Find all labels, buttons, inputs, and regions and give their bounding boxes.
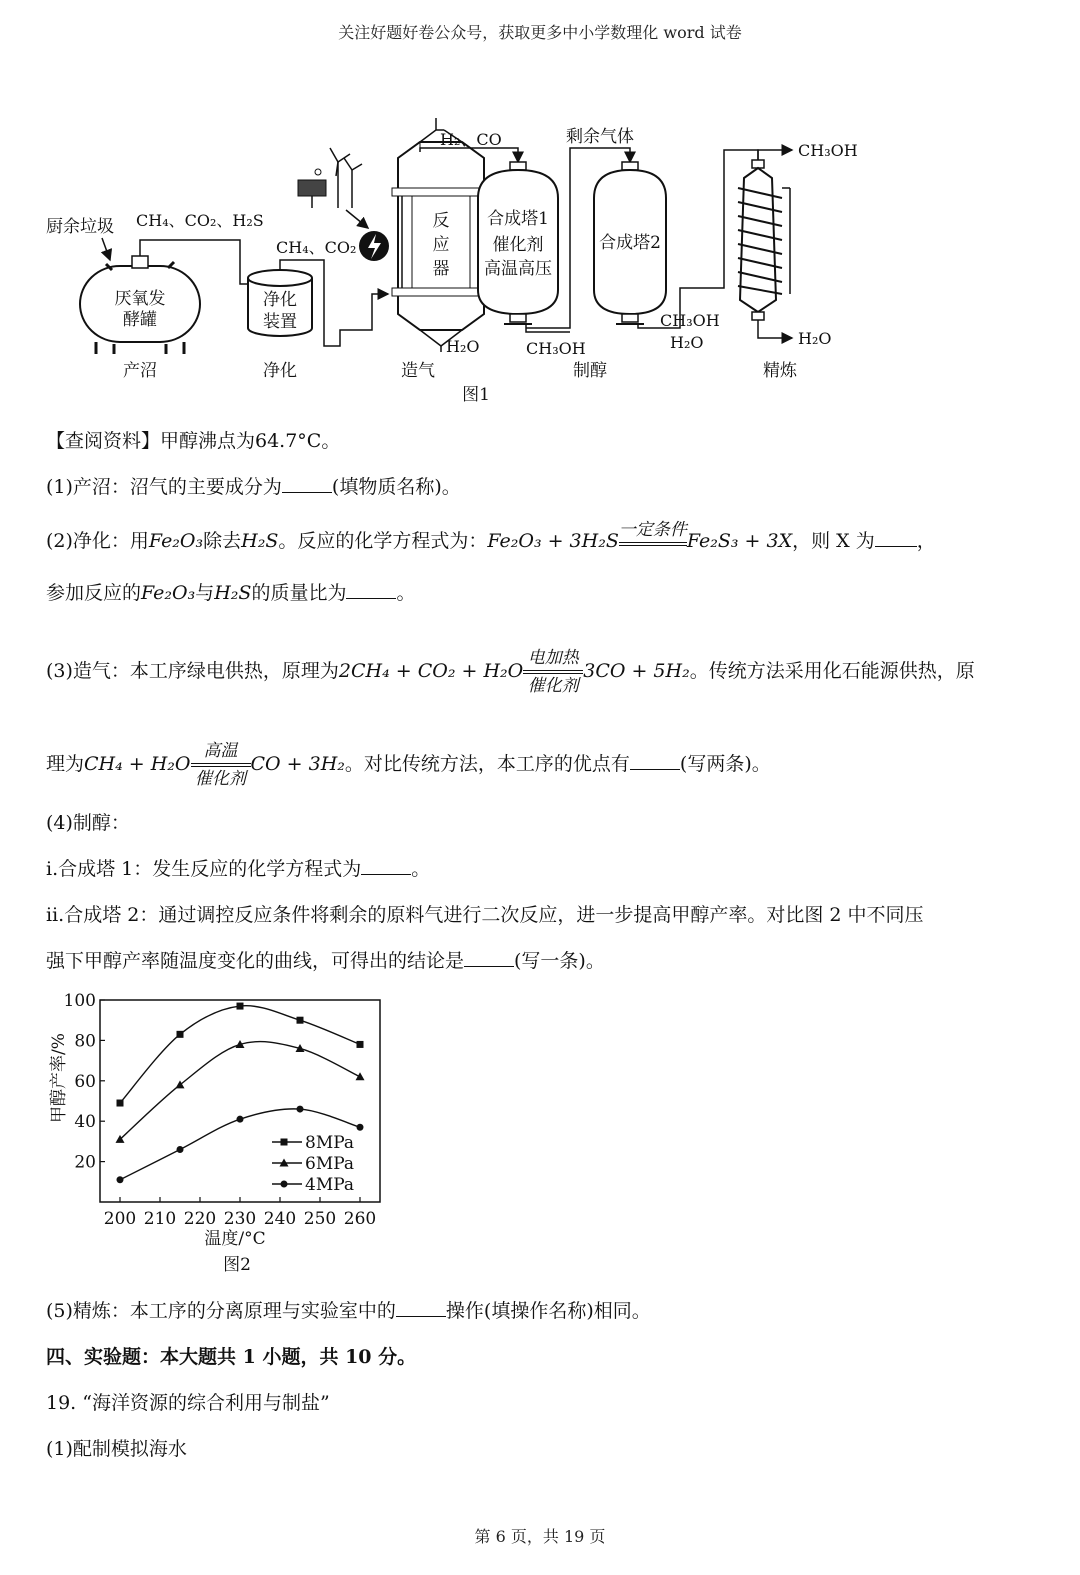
data-point-8MPa — [297, 1017, 304, 1024]
chart-x-axis-label: 温度/°C — [204, 1229, 266, 1249]
q2b-text-d: 。 — [396, 582, 416, 604]
chart-title: 图2 — [223, 1255, 251, 1275]
q2-equation-right: Fe₂S₃ + 3X — [686, 530, 793, 552]
series-line-6MPa — [120, 1042, 360, 1140]
gas-in-label: CH₄、CO₂、H₂S — [136, 211, 264, 230]
tower2-out1-label: CH₃OH — [660, 311, 720, 330]
q2b-fe2o3: Fe₂O₃ — [141, 582, 196, 604]
q2b-text-b: 与 — [195, 582, 215, 604]
y-tick-label: 40 — [74, 1112, 96, 1133]
q3b-answer-blank[interactable] — [630, 751, 680, 770]
q3b-equation-left: CH₄ + H₂O — [84, 753, 191, 775]
q3b-condition-top: 高温 — [203, 741, 238, 761]
q4ii-tail: (写一条)。 — [514, 950, 605, 972]
q2-text: (2)净化：用 — [46, 530, 149, 552]
question-2 — [46, 520, 936, 556]
yield-chart — [40, 992, 400, 1282]
process-diagram — [40, 118, 880, 408]
q3b-condition-bottom: 催化剂 — [195, 769, 247, 789]
data-point-4MPa — [297, 1106, 304, 1113]
q3b-text: 理为 — [46, 753, 85, 775]
data-point-4MPa — [117, 1176, 124, 1183]
reactor-out-label: H₂、CO — [440, 130, 502, 149]
question-1 — [46, 474, 461, 500]
reactor — [392, 118, 490, 346]
x-tick-label: 200 — [103, 1209, 137, 1229]
residual-label: 剩余气体 — [566, 127, 634, 147]
pipe-refine-out1 — [758, 150, 792, 160]
question-4: (4)制醇： — [46, 812, 130, 834]
refine-out2-label: H₂O — [798, 329, 832, 348]
q1-tail: (填物质名称)。 — [331, 476, 461, 498]
data-point-4MPa — [357, 1124, 364, 1131]
legend-label: 6MPa — [305, 1154, 355, 1174]
question-5 — [46, 1298, 651, 1324]
q2b-text-c: 的质量比为 — [251, 582, 347, 604]
q1-answer-blank[interactable] — [282, 474, 332, 493]
y-tick-label: 20 — [74, 1152, 96, 1173]
q3-condition-top: 电加热 — [527, 648, 579, 668]
question-3b — [46, 741, 771, 789]
q2-condition-text: 一定条件 — [618, 520, 687, 540]
x-tick-label: 220 — [183, 1209, 217, 1229]
legend-marker — [281, 1139, 288, 1146]
q3b-text-c: (写两条)。 — [679, 753, 771, 775]
food-waste-arrow — [102, 238, 110, 260]
x-tick-label: 240 — [263, 1209, 297, 1229]
q2-reaction-condition — [619, 520, 687, 548]
page-header: 关注好题好卷公众号，获取更多中小学数理化 word 试卷 — [338, 23, 742, 42]
q4i-text: ⅰ.合成塔 1：发生反应的化学方程式为 — [46, 858, 362, 880]
purifier — [248, 270, 312, 336]
y-tick-label: 100 — [63, 992, 96, 1011]
q3-condition-bottom: 催化剂 — [527, 676, 579, 696]
q3-equation-right: 3CO + 5H₂ — [583, 660, 690, 682]
q4ii-text: 强下甲醇产率随温度变化的曲线，可得出的结论是 — [46, 950, 465, 972]
q2-answer-blank-x[interactable] — [875, 528, 917, 547]
chart-legend — [272, 1133, 354, 1195]
pipe-refine-out2 — [758, 320, 792, 338]
x-tick-label: 250 — [303, 1209, 337, 1229]
question-4i — [46, 856, 430, 882]
tower2-out2-label: H₂O — [670, 333, 704, 352]
purifier-label-2: 装置 — [263, 312, 297, 332]
tank-label-2: 酵罐 — [123, 310, 157, 330]
refine-out1-label: CH₃OH — [798, 141, 858, 160]
q2b-answer-blank[interactable] — [346, 580, 396, 599]
purifier-label-1: 净化 — [263, 290, 297, 310]
tower1-label-2: 催化剂 — [492, 235, 544, 255]
q2-equation-left: Fe₂O₃ + 3H₂S — [487, 530, 619, 552]
q2b-h2s: H₂S — [214, 582, 252, 604]
data-point-6MPa — [356, 1072, 365, 1080]
legend-marker — [281, 1181, 288, 1188]
q2b-text: 参加反应的 — [46, 582, 142, 604]
pipe-reactor-water — [420, 346, 441, 350]
q2-text-b: 除去 — [203, 530, 242, 552]
question-19-1: (1)配制模拟海水 — [46, 1438, 187, 1460]
q3b-equation-right: CO + 3H₂ — [250, 753, 345, 775]
q4i-answer-blank[interactable] — [361, 856, 411, 875]
data-point-4MPa — [237, 1116, 244, 1123]
y-tick-label: 60 — [74, 1071, 96, 1092]
x-tick-label: 230 — [223, 1209, 257, 1229]
q3b-reaction-condition — [191, 741, 251, 789]
q2-text-e: ， — [916, 530, 936, 552]
purify-gas-label: CH₄、CO₂ — [276, 238, 357, 257]
q1-text: (1)产沼：沼气的主要成分为 — [46, 476, 282, 498]
legend-label: 8MPa — [305, 1133, 355, 1153]
q3-reaction-condition — [523, 648, 583, 696]
reactor-label-1: 反 — [432, 211, 450, 231]
anaerobic-tank — [80, 256, 200, 354]
food-waste-label: 厨余垃圾 — [46, 217, 114, 237]
tower1-label-3: 高温高压 — [484, 259, 552, 279]
tower1 — [478, 162, 558, 324]
q2-fe2o3: Fe₂O₃ — [148, 530, 204, 552]
stage-label: 产沼 — [123, 361, 157, 381]
question-4ii: ⅱ.合成塔 2：通过调控反应条件将剩余的原料气进行二次反应，进一步提高甲醇产率。对比图 2 中不同压 — [46, 904, 924, 926]
data-point-8MPa — [237, 1003, 244, 1010]
q3b-text-b: 。对比传统方法，本工序的优点有 — [344, 753, 630, 775]
q3-equals-bar — [523, 670, 583, 674]
question-3 — [46, 648, 975, 696]
reactor-label-2: 应 — [432, 235, 450, 255]
legend-label: 4MPa — [305, 1175, 355, 1195]
figure1-caption: 图1 — [462, 385, 490, 405]
q3b-equals-bar — [191, 763, 251, 767]
q4i-tail: 。 — [411, 858, 431, 880]
chart-y-axis-label: 甲醇产率/% — [49, 1033, 69, 1123]
stage-label: 造气 — [401, 361, 435, 381]
q3-text-b: 。传统方法采用化石能源供热，原 — [689, 660, 975, 682]
question-19: 19. “海洋资源的综合利用与制盐” — [46, 1392, 330, 1414]
q2-text-d: ，则 X 为 — [792, 530, 875, 552]
q3-equation-left: 2CH₄ + CO₂ + H₂O — [338, 660, 524, 682]
question-4ii-b — [46, 948, 605, 974]
stage-label: 精炼 — [763, 361, 797, 381]
section-heading: 四、实验题：本大题共 1 小题，共 10 分。 — [46, 1346, 417, 1368]
q2-h2s: H₂S — [241, 530, 279, 552]
tower1-label-1: 合成塔1 — [487, 209, 549, 229]
x-tick-label: 210 — [143, 1209, 177, 1229]
tower2-label: 合成塔2 — [599, 233, 661, 253]
reactor-label-3: 器 — [432, 259, 450, 279]
reference-note: 【查阅资料】甲醇沸点为64.7°C。 — [46, 430, 341, 452]
y-tick-label: 80 — [74, 1031, 96, 1052]
x-tick-label: 260 — [343, 1209, 377, 1229]
q5-answer-blank[interactable] — [396, 1298, 446, 1317]
stage-label: 制醇 — [573, 361, 607, 381]
q2-text-c: 。反应的化学方程式为： — [278, 530, 488, 552]
stage-label: 净化 — [263, 361, 297, 381]
question-2b — [46, 580, 415, 606]
data-point-4MPa — [177, 1146, 184, 1153]
data-point-8MPa — [177, 1031, 184, 1038]
series-line-8MPa — [120, 1006, 360, 1103]
q3-text: (3)造气：本工序绿电供热，原理为 — [46, 660, 339, 682]
reactor-water-label: H₂O — [446, 337, 480, 356]
tower2 — [594, 162, 666, 324]
data-point-8MPa — [117, 1100, 124, 1107]
data-point-8MPa — [357, 1041, 364, 1048]
refining-column — [738, 160, 790, 320]
q5-text: (5)精炼：本工序的分离原理与实验室中的 — [46, 1300, 396, 1322]
q2-equals-bar — [619, 542, 687, 546]
page-footer: 第 6 页，共 19 页 — [474, 1527, 606, 1546]
q5-tail: 操作(填操作名称)相同。 — [445, 1300, 651, 1322]
tank-label-1: 厌氧发 — [114, 289, 166, 309]
q4ii-answer-blank[interactable] — [464, 948, 514, 967]
tower1-out-label: CH₃OH — [526, 339, 586, 358]
